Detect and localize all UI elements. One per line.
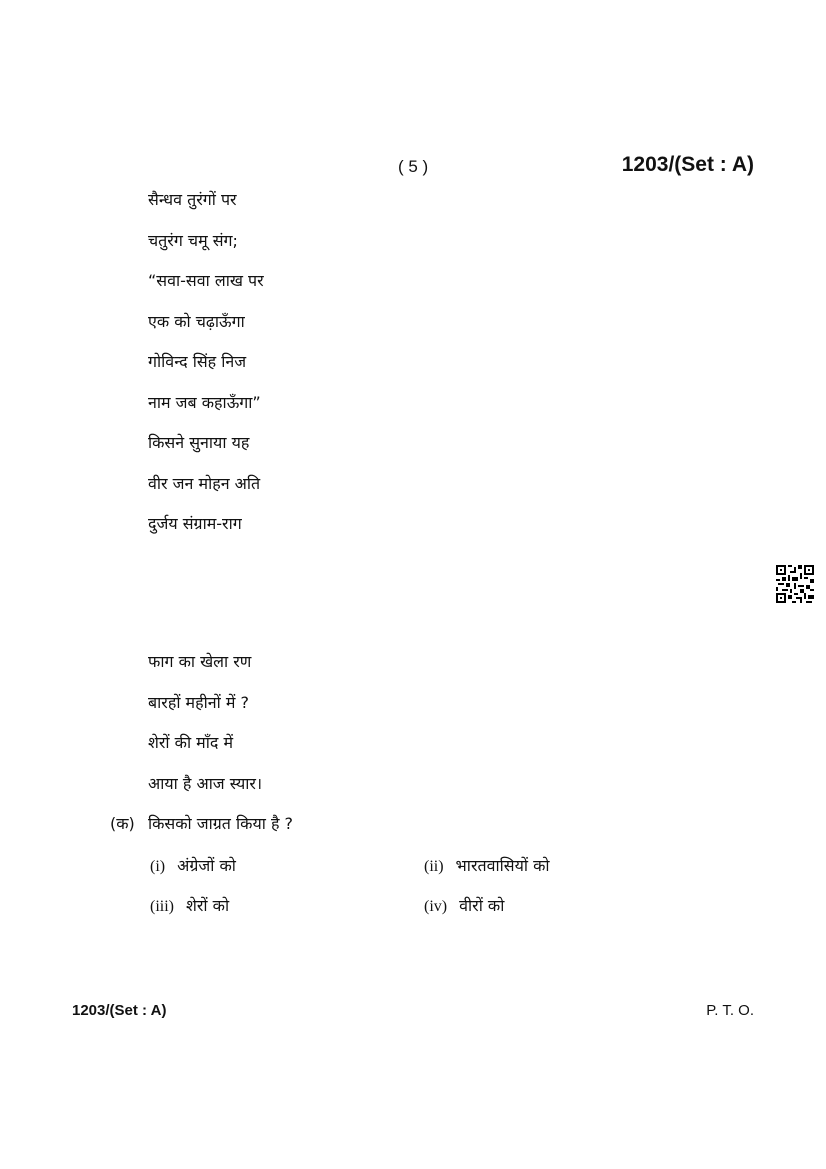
- poem-line: वीर जन मोहन अति: [148, 473, 261, 493]
- paper-code-header: 1203/(Set : A): [621, 153, 754, 176]
- paper-code-footer: 1203/(Set : A): [72, 1002, 167, 1019]
- poem-line: किसने सुनाया यह: [148, 433, 250, 452]
- please-turn-over: P. T. O.: [706, 1002, 754, 1019]
- poem-stanza-bottom: [148, 650, 262, 812]
- poem-line: चतुरंग चमू संग;: [148, 230, 238, 250]
- poem-line: आया है आज स्यार।: [148, 773, 263, 793]
- question-text: किसको जाग्रत किया है ?: [148, 814, 294, 833]
- poem-line: एक को चढ़ाऊँगा: [148, 311, 245, 331]
- option-text: अंग्रेजों को: [177, 856, 236, 875]
- poem-line: “सवा-सवा लाख पर: [148, 271, 264, 290]
- poem-line: नाम जब कहाऊँगा”: [148, 392, 261, 412]
- poem-stanza-top: [148, 188, 264, 553]
- answer-option: [150, 894, 229, 916]
- poem-line: दुर्जय संग्राम-राग: [148, 514, 242, 533]
- page-number: ( 5 ): [398, 157, 429, 176]
- poem-line: सैन्धव तुरंगों पर: [148, 190, 237, 209]
- qr-code-icon: [776, 565, 814, 603]
- option-number: (iii): [150, 898, 174, 915]
- poem-line: बारहों महीनों में ?: [148, 692, 250, 712]
- option-number: (ii): [424, 858, 444, 875]
- option-number: (i): [150, 858, 166, 875]
- poem-line: फाग का खेला रण: [148, 652, 252, 671]
- answer-option: [424, 894, 504, 916]
- poem-line: गोविन्द सिंह निज: [148, 352, 247, 371]
- option-text: भारतवासियों को: [455, 856, 550, 875]
- poem-line: शेरों की माँद में: [148, 733, 234, 752]
- question: [110, 812, 293, 834]
- option-number: (iv): [424, 898, 448, 915]
- answer-option: [424, 854, 550, 876]
- answer-option: [150, 854, 236, 876]
- option-text: वीरों को: [459, 896, 505, 915]
- question-label: (क): [110, 814, 135, 833]
- option-text: शेरों को: [186, 896, 230, 915]
